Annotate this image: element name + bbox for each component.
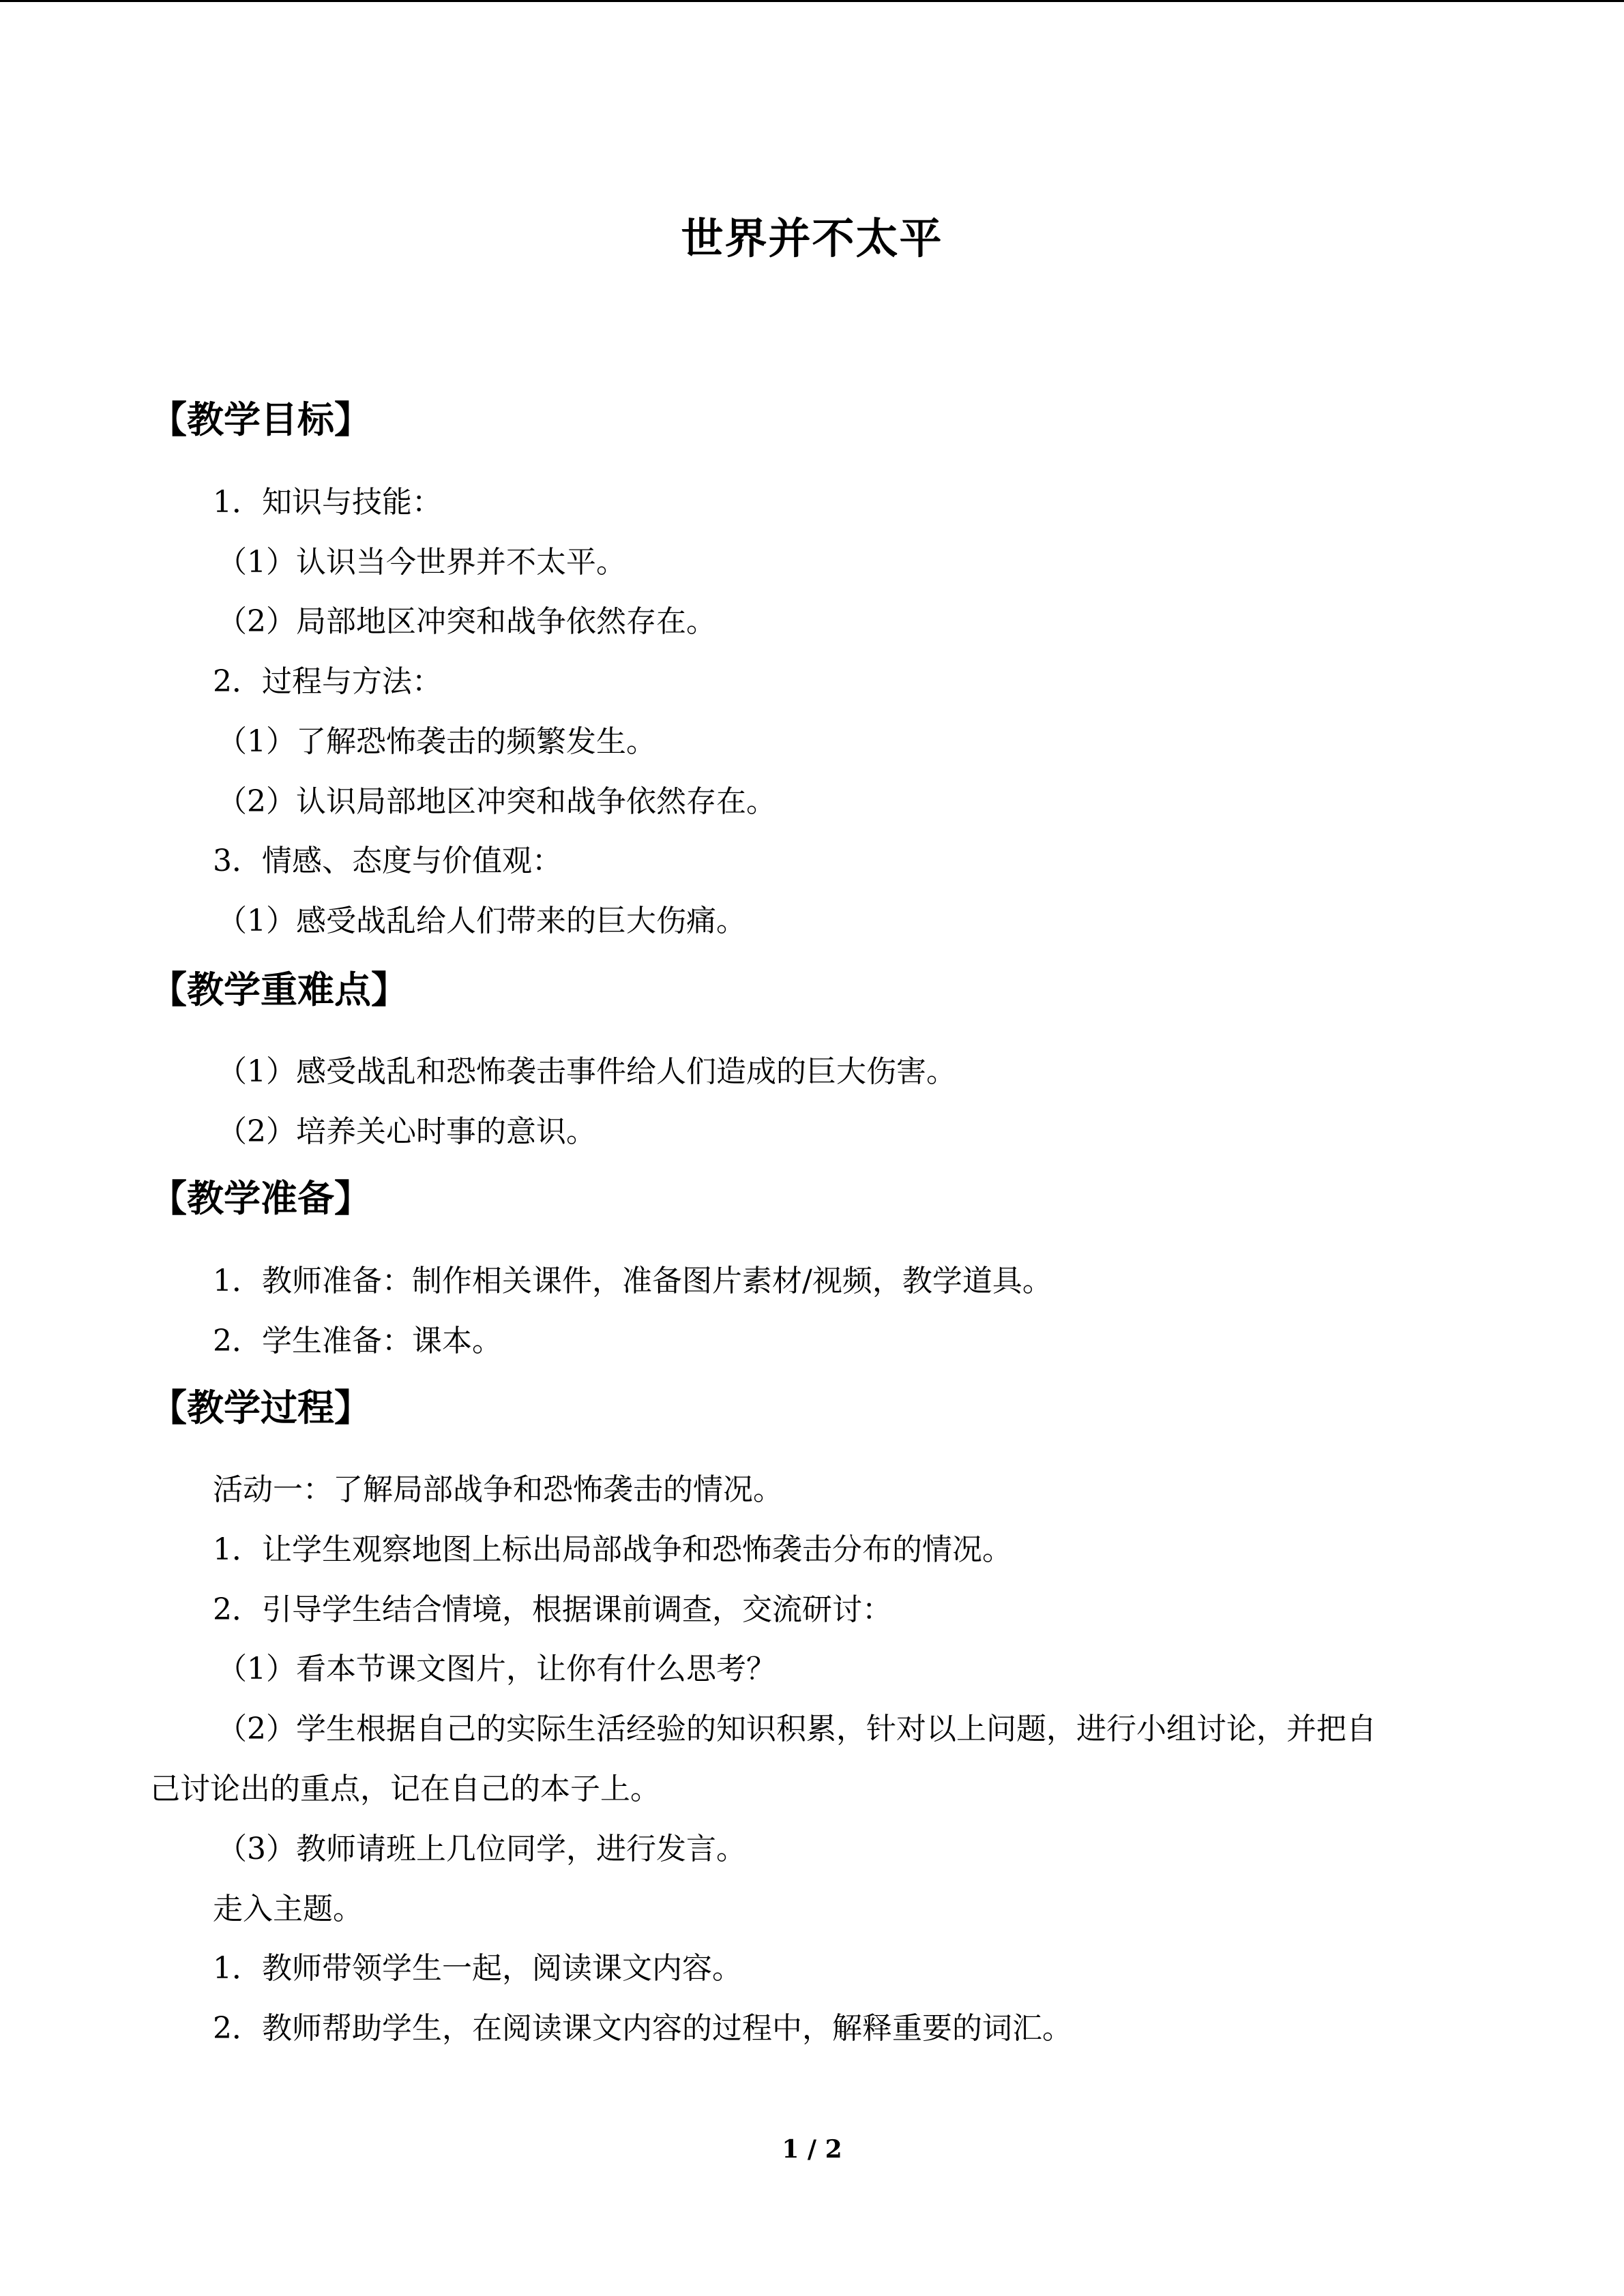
section-heading-key-points: 【教学重难点】: [150, 968, 408, 1011]
process-line: 己讨论出的重点，记在自己的本子上。: [150, 1772, 660, 1806]
document-title: 世界并不太平: [681, 213, 943, 263]
process-line: 2．引导学生结合情境，根据课前调查，交流研讨：: [213, 1592, 892, 1627]
process-line: 活动一：了解局部战争和恐怖袭击的情况。: [213, 1472, 783, 1507]
preparation-line: 2．学生准备：课本。: [213, 1324, 502, 1358]
process-line: （1）看本节课文图片，让你有什么思考？: [217, 1652, 776, 1686]
process-line: 走入主题。: [213, 1892, 363, 1926]
goals-line: 3．情感、态度与价值观：: [213, 844, 562, 878]
goals-line: 2．过程与方法：: [213, 664, 442, 699]
page-number: 1 / 2: [782, 2135, 842, 2164]
process-line: 1．教师带领学生一起，阅读课文内容。: [213, 1951, 742, 1986]
goals-line: （2）局部地区冲突和战争依然存在。: [217, 604, 716, 639]
process-line: 2．教师帮助学生，在阅读课文内容的过程中，解释重要的词汇。: [213, 2011, 1072, 2046]
goals-line: （1）认识当今世界并不太平。: [217, 545, 626, 580]
goals-line: 1．知识与技能：: [213, 485, 442, 520]
section-heading-process: 【教学过程】: [150, 1386, 371, 1429]
process-line: （2）学生根据自己的实际生活经验的知识积累，针对以上问题，进行小组讨论，并把自: [217, 1712, 1376, 1746]
section-heading-goals: 【教学目标】: [150, 398, 371, 441]
key-points-line: （1）感受战乱和恐怖袭击事件给人们造成的巨大伤害。: [217, 1054, 956, 1089]
goals-line: （1）了解恐怖袭击的频繁发生。: [217, 724, 656, 759]
process-line: （3）教师请班上几位同学，进行发言。: [217, 1832, 746, 1866]
preparation-line: 1．教师准备：制作相关课件，准备图片素材/视频，教学道具。: [213, 1264, 1052, 1298]
section-heading-preparation: 【教学准备】: [150, 1176, 371, 1220]
goals-line: （2）认识局部地区冲突和战争依然存在。: [217, 784, 776, 819]
goals-line: （1）感受战乱给人们带来的巨大伤痛。: [217, 904, 746, 938]
process-line: 1．让学生观察地图上标出局部战争和恐怖袭击分布的情况。: [213, 1532, 1012, 1567]
key-points-line: （2）培养关心时事的意识。: [217, 1114, 596, 1149]
